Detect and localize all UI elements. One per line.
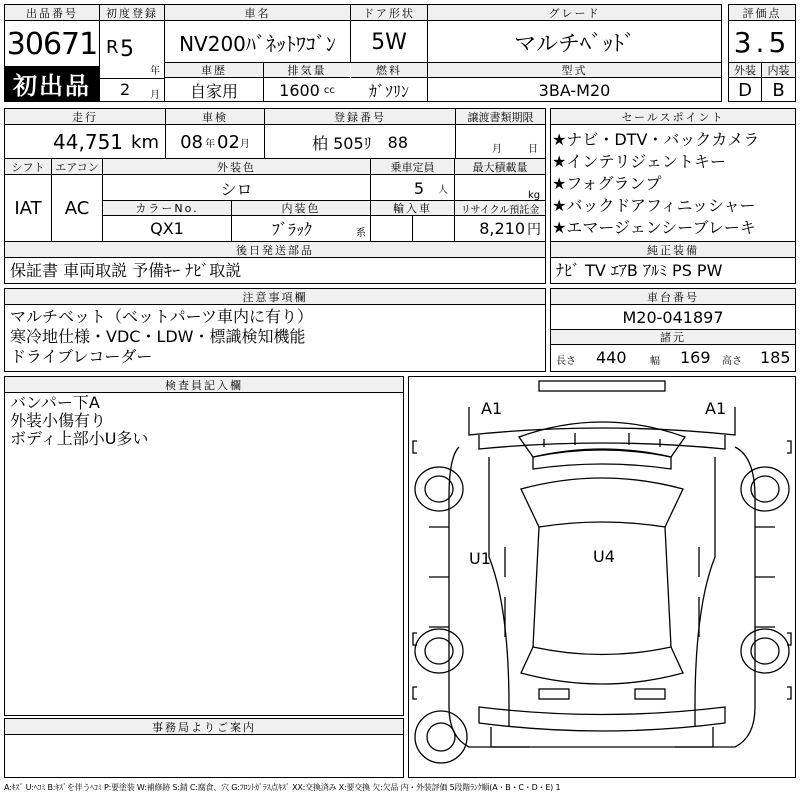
inspector-line: ボディ上部小U多い	[10, 429, 149, 448]
front-left-wheel	[415, 467, 463, 511]
mileage-label: 走行	[5, 109, 165, 125]
front-right-wheel	[741, 467, 789, 511]
car-name: NV200ﾊﾞﾈｯﾄﾜｺﾞﾝ	[179, 31, 336, 56]
reg-num: 88	[387, 132, 408, 152]
recycle-unit: 円	[527, 221, 541, 238]
transfer-day-unit: 日	[528, 144, 538, 155]
front-bumper	[469, 407, 735, 435]
first-listing-badge: 初出品	[5, 66, 99, 101]
length-label: 長さ	[556, 356, 576, 367]
first-reg-month: 2	[120, 80, 131, 99]
damage-mark-front-left: A1	[481, 399, 503, 418]
model-label: 型式	[428, 63, 721, 78]
rear-right-wheel	[741, 629, 789, 673]
equipment-label: 純正装備	[551, 242, 795, 258]
sales-point-item: ★バックドアフィニッシャー	[552, 196, 756, 215]
note-line: ドライブレコーダー	[10, 347, 153, 366]
office-label: 事務局よりご案内	[5, 719, 403, 735]
rear-window	[521, 647, 683, 684]
import-label: 輸入車	[371, 201, 454, 216]
model: 3BA-M20	[538, 80, 611, 100]
displacement-value: 1600	[279, 80, 320, 100]
chassis-label: 車台番号	[551, 289, 795, 305]
first-reg-year: 5	[120, 37, 134, 62]
door-type: 5W	[371, 29, 407, 55]
door-label: ドア形状	[351, 5, 427, 21]
score-label: 評価点	[729, 5, 795, 21]
equipment: ﾅﾋﾞ TV ｴｱB ｱﾙﾐ PS PW	[556, 261, 723, 280]
fuel: ｶﾞｿﾘﾝ	[368, 81, 409, 101]
exterior-label: 外装	[729, 63, 761, 78]
int-color-label: 内装色	[232, 201, 370, 216]
recycle-value: 8,210	[479, 219, 525, 238]
history: 自家用	[189, 81, 238, 101]
note-line: マルチベット（ベットパーツ車内に有り）	[10, 307, 314, 326]
width: 169	[680, 348, 711, 367]
interior-label: 内装	[762, 63, 795, 78]
max-load-label: 最大積載量	[455, 159, 545, 175]
rear-bumper	[479, 707, 725, 731]
later-parts-label: 後日発送部品	[5, 242, 545, 258]
transfer-month-unit: 月	[492, 144, 502, 155]
air-conditioner: AC	[64, 197, 90, 219]
sales-point-item: ★ナビ・DTV・バックカメラ	[552, 130, 760, 149]
dimensions-label: 諸元	[551, 330, 795, 345]
color-no: QX1	[150, 219, 184, 238]
int-color: ﾌﾞﾗｯｸ	[271, 220, 312, 239]
inspection-label: 車検	[166, 109, 264, 125]
displacement-label: 排気量	[264, 63, 350, 78]
max-load-unit: kg	[528, 190, 541, 201]
width-label: 幅	[650, 356, 660, 367]
reg-number	[265, 126, 455, 158]
reg-label: 登録番号	[265, 109, 455, 125]
height: 185	[760, 348, 791, 367]
notes-label: 注意事項欄	[5, 289, 545, 305]
legend: A:ｷｽﾞ U:ﾍｺﾐ B:ｷｽﾞを伴うﾍｺﾐ P:要塗装 W:補修跡 S:錆 C:腐食、穴 G:ﾌﾛﾝﾄｶﾞﾗｽ点ｷｽﾞ XX:交換済み X:要交換 欠:欠品 内・外装評価 5段階ﾗﾝｸ順(A・B・C・D・E) 1	[4, 783, 561, 792]
inspector-label: 検査員記入欄	[5, 377, 403, 393]
damage-mark-front-right: A1	[705, 399, 727, 418]
lot-number: 30671	[6, 26, 98, 62]
sales-points-label: セールスポイント	[551, 109, 795, 125]
year-unit: 年	[150, 66, 160, 77]
sales-point-item: ★エマージェンシーブレーキ	[552, 218, 756, 237]
capacity-value: 5	[413, 178, 424, 198]
grade: マルチﾍﾞｯﾄﾞ	[513, 31, 635, 57]
height-label: 高さ	[722, 356, 742, 367]
mileage	[5, 126, 165, 158]
displacement-unit: cc	[323, 84, 335, 96]
roof-mark-top	[539, 381, 665, 391]
shift-label: シフト	[5, 159, 51, 175]
spare-wheel	[415, 711, 467, 763]
sales-point-item: ★フォグランプ	[552, 174, 662, 193]
capacity	[371, 176, 454, 200]
lot-number-label: 出品番号	[5, 5, 99, 21]
mileage-unit: km	[131, 131, 159, 153]
chassis-number: M20-041897	[622, 307, 724, 327]
inspector-line: バンパー下A	[10, 393, 100, 412]
recycle-label: リサイクル預託金	[455, 201, 545, 216]
rear-left-wheel	[415, 629, 463, 673]
damage-mark-roof: U4	[593, 547, 615, 566]
capacity-unit: 人	[438, 184, 448, 196]
fuel-label: 燃料	[351, 63, 427, 78]
note-line: 寒冷地仕様・VDC・LDW・標識検知機能	[10, 327, 306, 346]
inspection-date	[166, 126, 264, 158]
era: R	[106, 37, 119, 58]
score: 3.5	[733, 25, 791, 59]
color-no-label: カラーNo.	[103, 201, 231, 216]
car-damage-diagram	[408, 376, 796, 778]
later-parts: 保証書 車両取説 予備ｷｰ ﾅﾋﾞ取説	[10, 261, 242, 280]
int-color-suffix: 系	[356, 228, 366, 239]
transfer-label: 譲渡書類期限	[456, 109, 545, 125]
damage-mark-left-side: U1	[469, 549, 491, 568]
sales-point-item: ★インテリジェントキー	[552, 152, 727, 171]
inspector-line: 外装小傷有り	[10, 411, 107, 430]
recycle-fee	[455, 217, 545, 240]
inspection-month-unit: 月	[239, 138, 250, 150]
inspection-year: 08	[180, 131, 203, 153]
reg-area: 柏 505ﾘ	[312, 133, 372, 153]
roof	[521, 478, 683, 527]
car-name-label: 車名	[165, 5, 350, 21]
displacement	[264, 79, 350, 101]
history-label: 車歴	[165, 63, 263, 78]
exterior-grade: D	[738, 79, 752, 101]
body-outline	[449, 447, 755, 747]
mileage-value: 44,751	[53, 130, 124, 154]
interior-grade: B	[772, 79, 785, 101]
length: 440	[596, 348, 627, 367]
grade-label: グレード	[428, 5, 721, 21]
shift: IAT	[14, 197, 42, 219]
ext-color-label: 外装色	[103, 159, 370, 175]
ac-label: エアコン	[52, 159, 102, 175]
capacity-label: 乗車定員	[371, 159, 454, 175]
car-outline-svg	[409, 377, 795, 777]
inspection-month: 02	[217, 131, 240, 153]
month-unit: 月	[150, 90, 160, 101]
first-reg-label: 初度登録	[100, 5, 164, 21]
ext-color: シロ	[220, 179, 253, 199]
inspection-year-unit: 年	[205, 138, 215, 150]
